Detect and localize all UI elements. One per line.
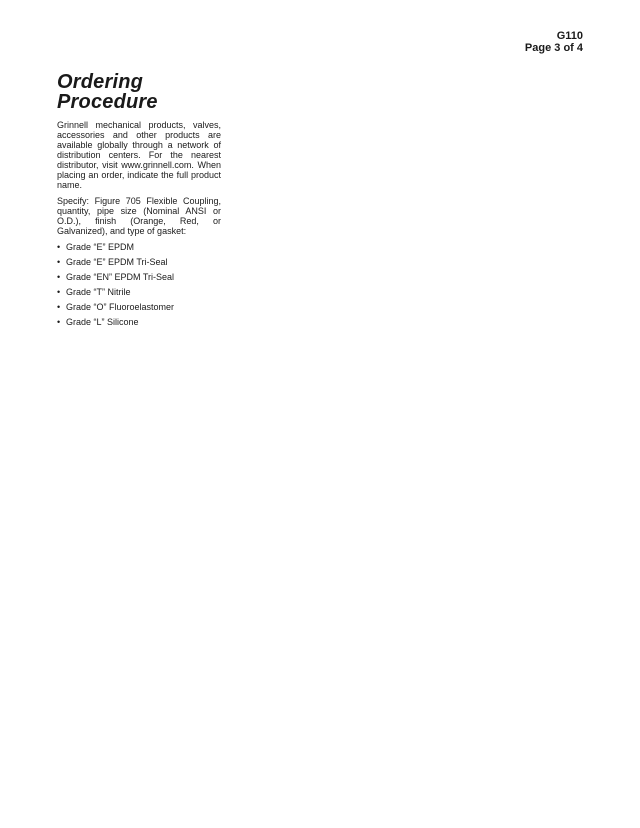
list-item-text: Grade “T” Nitrile bbox=[66, 287, 131, 297]
bullet-icon: • bbox=[57, 287, 61, 297]
section-title bbox=[57, 72, 221, 112]
bullet-icon: • bbox=[57, 302, 61, 312]
document-code: G110 bbox=[556, 30, 583, 42]
list-item-text: Grade “E” EPDM Tri-Seal bbox=[66, 257, 168, 267]
list-item bbox=[57, 317, 221, 327]
distribution-paragraph: Grinnell mechanical products, valves, accessories and other products are available globally through a network of distribution centers. For the nearest distributor, visit www.grinnell.com. When placing an order, indicate the full product name. bbox=[57, 120, 221, 190]
specify-paragraph: Specify: Figure 705 Flexible Coupling, quantity, pipe size (Nominal ANSI or O.D.), finish (Orange, Red, or Galvanized), and type of gasket: bbox=[57, 196, 221, 236]
list-item-text: Grade “EN” EPDM Tri-Seal bbox=[66, 272, 175, 282]
list-item bbox=[57, 302, 221, 312]
list-item-text: Grade “L” Silicone bbox=[66, 317, 139, 327]
page-header bbox=[525, 30, 583, 54]
bullet-icon: • bbox=[57, 317, 61, 327]
section-title-line-1: Ordering bbox=[57, 71, 144, 93]
list-item-text: Grade “O” Fluoroelastomer bbox=[66, 302, 175, 312]
list-item bbox=[57, 257, 221, 267]
gasket-list bbox=[57, 242, 221, 327]
list-item bbox=[57, 242, 221, 252]
bullet-icon: • bbox=[57, 257, 61, 267]
page-number: Page 3 of 4 bbox=[524, 42, 583, 54]
list-item-text: Grade “E” EPDM bbox=[66, 242, 135, 252]
list-item bbox=[57, 287, 221, 297]
bullet-icon: • bbox=[57, 272, 61, 282]
list-item bbox=[57, 272, 221, 282]
section-title-line-2: Procedure bbox=[57, 91, 158, 113]
bullet-icon: • bbox=[57, 242, 61, 252]
ordering-procedure-section bbox=[57, 72, 221, 332]
